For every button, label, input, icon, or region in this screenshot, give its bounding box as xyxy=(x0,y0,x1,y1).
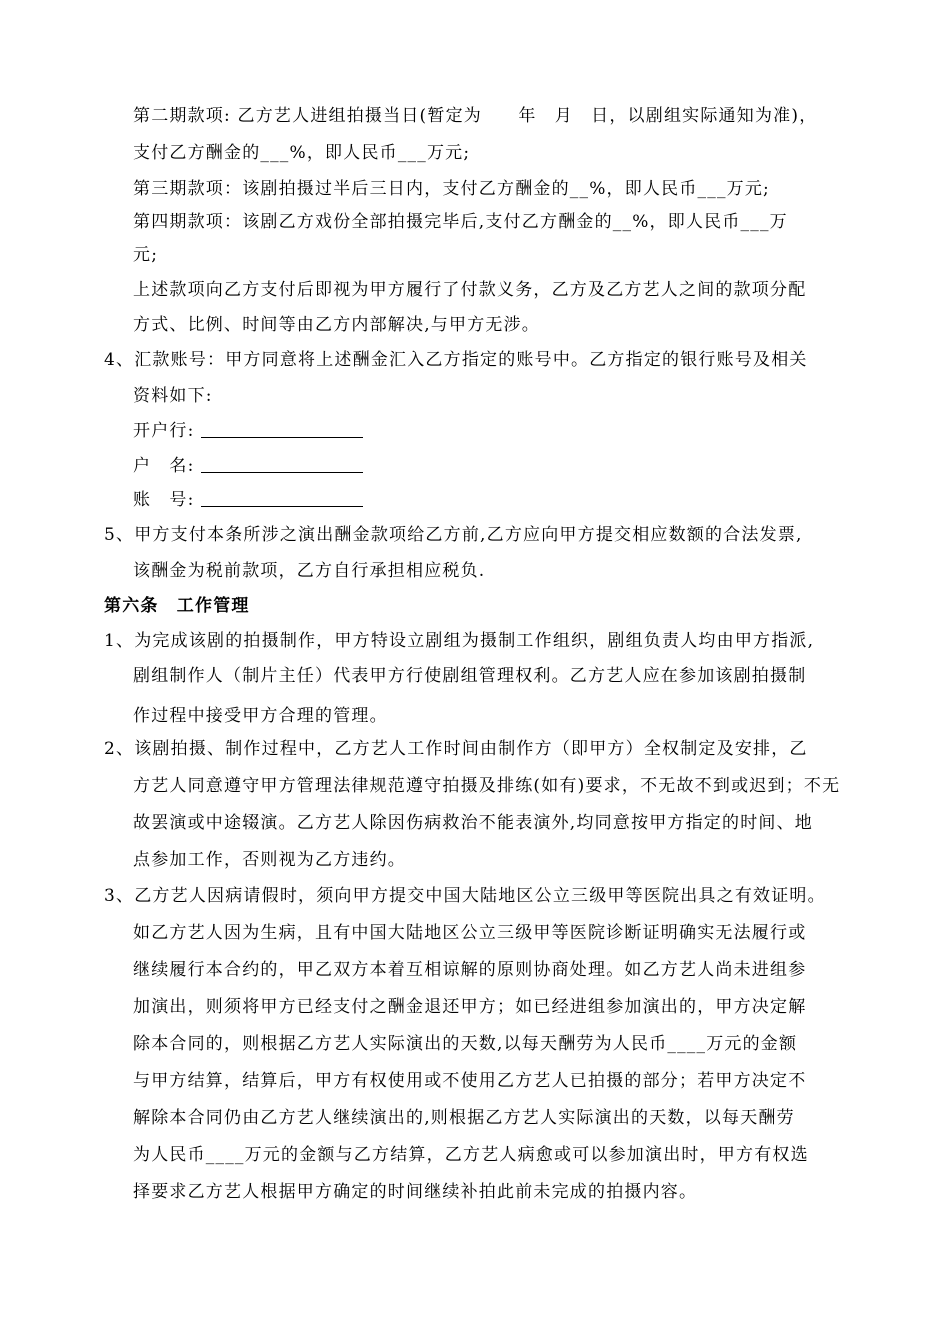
s6-item2-line: 故罢演或中途辍演。乙方艺人除因伤病救治不能表演外,均同意按甲方指定的时间、地 xyxy=(133,813,814,833)
s6-item2-line: 方艺人同意遵守甲方管理法律规范遵守拍摄及排练(如有)要求，不无故不到或迟到；不无 xyxy=(133,776,841,796)
s6-item3-line: 除本合同的，则根据乙方艺人实际演出的天数,以每天酬劳为人民币____万元的金额 xyxy=(133,1034,798,1054)
section6-heading: 第六条 工作管理 xyxy=(104,596,250,616)
third-payment-line: 第三期款项：该剧拍摄过半后三日内，支付乙方酬金的__%，即人民币___万元; xyxy=(133,179,770,199)
bank-label: 开户行: xyxy=(133,421,195,441)
item5-line: 5、甲方支付本条所涉之演出酬金款项给乙方前,乙方应向甲方提交相应数额的合法发票, xyxy=(104,525,803,545)
bank-field xyxy=(133,419,363,443)
s6-item3-line: 为人民币____万元的金额与乙方结算，乙方艺人病愈或可以参加演出时，甲方有权选 xyxy=(133,1145,809,1165)
s6-item3-line: 3、乙方艺人因病请假时，须向甲方提交中国大陆地区公立三级甲等医院出具之有效证明。 xyxy=(104,886,826,906)
payment-note-line: 上述款项向乙方支付后即视为甲方履行了付款义务，乙方及乙方艺人之间的款项分配 xyxy=(133,280,807,300)
s6-item3-line: 解除本合同仍由乙方艺人继续演出的,则根据乙方艺人实际演出的天数，以每天酬劳 xyxy=(133,1108,795,1128)
item4-line: 4、汇款账号：甲方同意将上述酬金汇入乙方指定的账号中。乙方指定的银行账号及相关 xyxy=(104,350,808,370)
payment-note-line-cont: 方式、比例、时间等由乙方内部解决,与甲方无涉。 xyxy=(133,315,541,335)
second-payment-line: 第二期款项: 乙方艺人进组拍摄当日(暂定为 年 月 日，以剧组实际通知为准)， xyxy=(133,106,818,126)
holder-field xyxy=(133,454,363,478)
fourth-payment-line-cont: 元; xyxy=(133,245,159,265)
second-payment-line-cont: 支付乙方酬金的___%，即人民币___万元; xyxy=(133,143,471,163)
s6-item3-line: 加演出，则须将甲方已经支付之酬金退还甲方；如已经进组参加演出的，甲方决定解 xyxy=(133,997,807,1017)
s6-item3-line: 与甲方结算，结算后，甲方有权使用或不使用乙方艺人已拍摄的部分；若甲方决定不 xyxy=(133,1071,807,1091)
s6-item2-line: 2、该剧拍摄、制作过程中，乙方艺人工作时间由制作方（即甲方）全权制定及安排，乙 xyxy=(104,739,808,759)
account-blank xyxy=(201,488,363,507)
s6-item1-line: 剧组制作人（制片主任）代表甲方行使剧组管理权利。乙方艺人应在参加该剧拍摄制 xyxy=(133,666,807,686)
holder-label: 户 名: xyxy=(133,456,195,476)
s6-item2-line: 点参加工作，否则视为乙方违约。 xyxy=(133,850,406,870)
account-field xyxy=(133,488,363,512)
s6-item3-line: 如乙方艺人因为生病，且有中国大陆地区公立三级甲等医院诊断证明确实无法履行或 xyxy=(133,923,807,943)
item5-line-cont: 该酬金为税前款项，乙方自行承担相应税负. xyxy=(133,561,486,581)
fourth-payment-line: 第四期款项：该剧乙方戏份全部拍摄完毕后,支付乙方酬金的__%，即人民币___万 xyxy=(133,212,788,232)
s6-item3-line: 继续履行本合约的，甲乙双方本着互相谅解的原则协商处理。如乙方艺人尚未进组参 xyxy=(133,960,807,980)
bank-blank xyxy=(201,419,363,438)
holder-blank xyxy=(201,454,363,473)
s6-item1-line: 1、为完成该剧的拍摄制作，甲方特设立剧组为摄制工作组织，剧组负责人均由甲方指派, xyxy=(104,631,815,651)
s6-item3-line: 择要求乙方艺人根据甲方确定的时间继续补拍此前未完成的拍摄内容。 xyxy=(133,1182,698,1202)
s6-item1-line: 作过程中接受甲方合理的管理。 xyxy=(133,706,388,726)
account-label: 账 号: xyxy=(133,490,195,510)
item4-line-cont: 资料如下: xyxy=(133,386,213,406)
